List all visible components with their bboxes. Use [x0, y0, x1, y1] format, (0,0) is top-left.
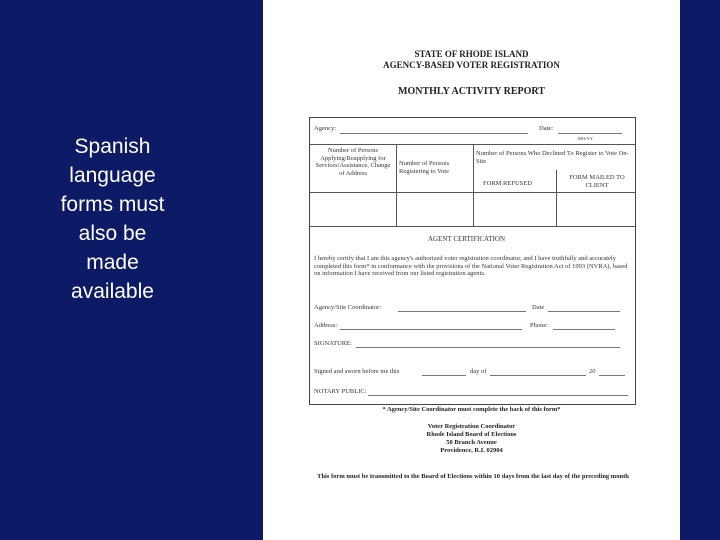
coordinator-date-field: [548, 311, 620, 312]
cert-text: I hereby certify that I am this agency's authorized voter registration coordinator, and I have truthfully and accurately completed this form* in conformance with the provisions of the National Voter Registration Act of 1993 (NVRA), based on information I have received from our listed registration agents.: [314, 255, 628, 277]
col-form-refused-header: FORM REFUSED: [483, 180, 532, 187]
agency-label: Agency:: [314, 125, 337, 132]
divider: [310, 226, 635, 227]
address-line3: 50 Branch Avenue: [446, 439, 497, 446]
notary-field: [368, 395, 628, 396]
divider: [473, 144, 474, 226]
cert-title: AGENT CERTIFICATION: [428, 235, 506, 243]
address-line1: Voter Registration Coordinator: [427, 423, 516, 430]
phone-label: Phone:: [530, 322, 549, 329]
col-declined-header: Number of Persons Who Declined To Register to Vote On-Site: [476, 150, 629, 165]
sworn-year-field: [599, 375, 625, 376]
coordinator-label: Agency/Site Coordinator:: [314, 304, 381, 311]
address-line2: Rhode Island Board of Elections: [426, 431, 517, 438]
sworn-text-c: 20: [589, 368, 596, 375]
signature-label: SIGNATURE:: [314, 340, 352, 347]
divider: [310, 192, 635, 193]
sworn-text-b: day of: [470, 368, 487, 375]
col-applying-header: Number of Persons Applying/Reapplying for Services/Assistance, Change of Address: [315, 147, 391, 177]
sworn-text-a: Signed and sworn before me this: [314, 368, 400, 375]
col-registering-header: Number of Persons Registering to Vote: [399, 160, 450, 175]
slide-left-panel: [0, 0, 263, 540]
back-note: * Agency/Site Coordinator must complete the back of this form*: [382, 406, 561, 413]
phone-field: [553, 329, 615, 330]
form-title: MONTHLY ACTIVITY REPORT: [398, 86, 545, 97]
col-form-mailed-header: FORM MAILED TO CLIENT: [569, 174, 625, 189]
divider: [556, 170, 557, 226]
address-label: Address:: [314, 322, 338, 329]
agency-field: [340, 133, 528, 134]
coordinator-field: [398, 311, 526, 312]
address-field: [340, 329, 522, 330]
divider: [396, 144, 397, 226]
slide-caption: Spanish language forms must also be made available: [60, 135, 165, 303]
coordinator-date-label: Date: [532, 304, 545, 311]
form-header-line1: STATE OF RHODE ISLAND: [414, 49, 529, 59]
sworn-day-field: [422, 375, 466, 376]
form-header-line2: AGENCY-BASED VOTER REGISTRATION: [383, 60, 560, 70]
signature-field: [356, 347, 620, 348]
address-line4: Providence, R.I. 02904: [440, 447, 503, 454]
date-sub-label: MO/YY: [578, 136, 594, 141]
form-document: [263, 0, 680, 540]
sworn-month-field: [490, 375, 586, 376]
report-form: [309, 117, 636, 405]
notary-label: NOTARY PUBLIC:: [314, 388, 367, 395]
form-footer: This form must be transmitted to the Board of Elections within 10 days from the last day of the preceding month: [317, 473, 629, 480]
date-label: Date:: [539, 125, 554, 132]
slide-right-strip: [680, 0, 720, 540]
date-field: [558, 133, 622, 134]
